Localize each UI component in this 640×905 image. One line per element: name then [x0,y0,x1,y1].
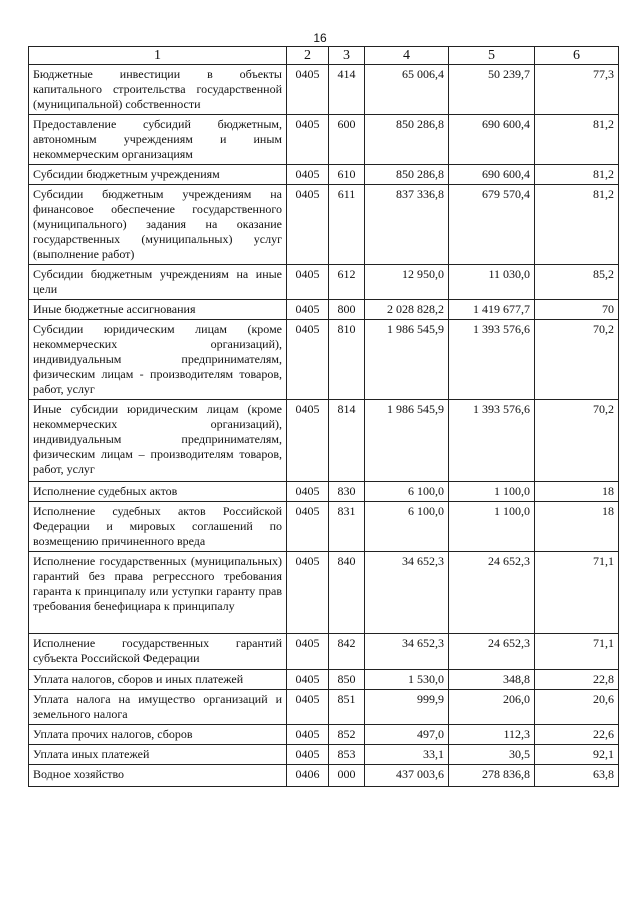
row-code-cell: 850 [329,670,365,690]
row-plan-cell: 1 530,0 [365,670,449,690]
column-header: 6 [535,47,619,65]
row-name-cell: Исполнение государственных гарантий субъекта Российской Федерации [29,634,287,670]
row-code-cell: 414 [329,65,365,115]
row-section-cell: 0405 [287,65,329,115]
row-section-cell: 0405 [287,690,329,725]
row-section-cell: 0405 [287,552,329,634]
row-percent-cell: 81,2 [535,185,619,265]
row-actual-cell: 112,3 [449,725,535,745]
table-row [29,502,619,552]
row-name-cell: Иные субсидии юридическим лицам (кроме некоммерческих организаций), индивидуальным предпринимателям, физическим лицам – производителям товаров, работ, услуг [29,400,287,482]
row-section-cell: 0405 [287,725,329,745]
row-percent-cell: 81,2 [535,115,619,165]
row-percent-cell: 70,2 [535,320,619,400]
row-name-cell: Исполнение судебных актов Российской Федерации и мировых соглашений по возмещению причиненного вреда [29,502,287,552]
row-actual-cell: 348,8 [449,670,535,690]
row-plan-cell: 34 652,3 [365,634,449,670]
row-plan-cell: 34 652,3 [365,552,449,634]
row-percent-cell: 22,6 [535,725,619,745]
row-code-cell: 800 [329,300,365,320]
row-actual-cell: 24 652,3 [449,634,535,670]
row-percent-cell: 20,6 [535,690,619,725]
table-row [29,552,619,634]
row-code-cell: 842 [329,634,365,670]
row-plan-cell: 6 100,0 [365,482,449,502]
row-actual-cell: 1 100,0 [449,502,535,552]
row-plan-cell: 850 286,8 [365,115,449,165]
column-header: 2 [287,47,329,65]
row-section-cell: 0406 [287,765,329,787]
row-actual-cell: 30,5 [449,745,535,765]
row-code-cell: 610 [329,165,365,185]
row-name-cell: Водное хозяйство [29,765,287,787]
row-percent-cell: 92,1 [535,745,619,765]
row-code-cell: 840 [329,552,365,634]
row-code-cell: 611 [329,185,365,265]
row-section-cell: 0405 [287,670,329,690]
row-section-cell: 0405 [287,745,329,765]
row-actual-cell: 690 600,4 [449,165,535,185]
row-name-cell: Иные бюджетные ассигнования [29,300,287,320]
row-percent-cell: 81,2 [535,165,619,185]
table-row [29,745,619,765]
row-actual-cell: 1 100,0 [449,482,535,502]
table-row [29,400,619,482]
table-row [29,65,619,115]
table-row [29,690,619,725]
row-section-cell: 0405 [287,634,329,670]
page-number: 16 [313,31,327,45]
row-code-cell: 600 [329,115,365,165]
row-actual-cell: 1 419 677,7 [449,300,535,320]
row-plan-cell: 497,0 [365,725,449,745]
row-code-cell: 830 [329,482,365,502]
row-plan-cell: 65 006,4 [365,65,449,115]
row-actual-cell: 206,0 [449,690,535,725]
row-code-cell: 810 [329,320,365,400]
row-code-cell: 814 [329,400,365,482]
row-plan-cell: 1 986 545,9 [365,400,449,482]
row-name-cell: Уплата налога на имущество организаций и земельного налога [29,690,287,725]
row-section-cell: 0405 [287,502,329,552]
row-name-cell: Бюджетные инвестиции в объекты капитального строительства государственной (муниципальной) собственности [29,65,287,115]
row-plan-cell: 850 286,8 [365,165,449,185]
row-section-cell: 0405 [287,482,329,502]
row-name-cell: Субсидии бюджетным учреждениям [29,165,287,185]
row-name-cell: Субсидии бюджетным учреждениям на финансовое обеспечение государственного (муниципального) задания на оказание государственных (муниципальных) услуг (выполнение работ) [29,185,287,265]
row-name-cell: Субсидии бюджетным учреждениям на иные цели [29,265,287,300]
row-name-cell: Исполнение судебных актов [29,482,287,502]
row-actual-cell: 679 570,4 [449,185,535,265]
row-code-cell: 000 [329,765,365,787]
row-actual-cell: 11 030,0 [449,265,535,300]
row-code-cell: 851 [329,690,365,725]
column-header: 3 [329,47,365,65]
table-row [29,670,619,690]
column-number-row [29,47,619,65]
row-percent-cell: 71,1 [535,634,619,670]
table-row [29,482,619,502]
row-name-cell: Исполнение государственных (муниципальных) гарантий без права регрессного требования гаранта к принципалу или уступки гаранту прав требования бенефициара к принципалу [29,552,287,634]
row-actual-cell: 1 393 576,6 [449,400,535,482]
table-row [29,165,619,185]
row-percent-cell: 85,2 [535,265,619,300]
row-name-cell: Уплата прочих налогов, сборов [29,725,287,745]
column-header: 5 [449,47,535,65]
row-code-cell: 853 [329,745,365,765]
row-section-cell: 0405 [287,265,329,300]
column-header: 4 [365,47,449,65]
budget-table [28,46,619,787]
table-row [29,265,619,300]
row-plan-cell: 6 100,0 [365,502,449,552]
row-percent-cell: 18 [535,502,619,552]
row-name-cell: Субсидии юридическим лицам (кроме некоммерческих организаций), индивидуальным предпринимателям, физическим лицам - производителям товаров, работ, услуг [29,320,287,400]
row-section-cell: 0405 [287,320,329,400]
row-percent-cell: 63,8 [535,765,619,787]
row-percent-cell: 77,3 [535,65,619,115]
row-name-cell: Уплата налогов, сборов и иных платежей [29,670,287,690]
row-plan-cell: 12 950,0 [365,265,449,300]
row-name-cell: Уплата иных платежей [29,745,287,765]
row-actual-cell: 50 239,7 [449,65,535,115]
row-plan-cell: 33,1 [365,745,449,765]
row-percent-cell: 18 [535,482,619,502]
row-plan-cell: 2 028 828,2 [365,300,449,320]
table-row [29,300,619,320]
row-code-cell: 852 [329,725,365,745]
row-plan-cell: 837 336,8 [365,185,449,265]
row-code-cell: 612 [329,265,365,300]
row-percent-cell: 22,8 [535,670,619,690]
row-section-cell: 0405 [287,165,329,185]
row-name-cell: Предоставление субсидий бюджетным, автономным учреждениям и иным некоммерческим организациям [29,115,287,165]
row-plan-cell: 999,9 [365,690,449,725]
table-row [29,185,619,265]
table-row [29,725,619,745]
row-actual-cell: 278 836,8 [449,765,535,787]
row-section-cell: 0405 [287,115,329,165]
row-actual-cell: 24 652,3 [449,552,535,634]
table-row [29,115,619,165]
row-percent-cell: 70,2 [535,400,619,482]
table-row [29,320,619,400]
row-code-cell: 831 [329,502,365,552]
row-actual-cell: 690 600,4 [449,115,535,165]
row-section-cell: 0405 [287,185,329,265]
row-plan-cell: 1 986 545,9 [365,320,449,400]
row-section-cell: 0405 [287,300,329,320]
column-header: 1 [29,47,287,65]
table-row [29,634,619,670]
row-plan-cell: 437 003,6 [365,765,449,787]
row-percent-cell: 71,1 [535,552,619,634]
row-actual-cell: 1 393 576,6 [449,320,535,400]
row-section-cell: 0405 [287,400,329,482]
row-percent-cell: 70 [535,300,619,320]
table-row [29,765,619,787]
